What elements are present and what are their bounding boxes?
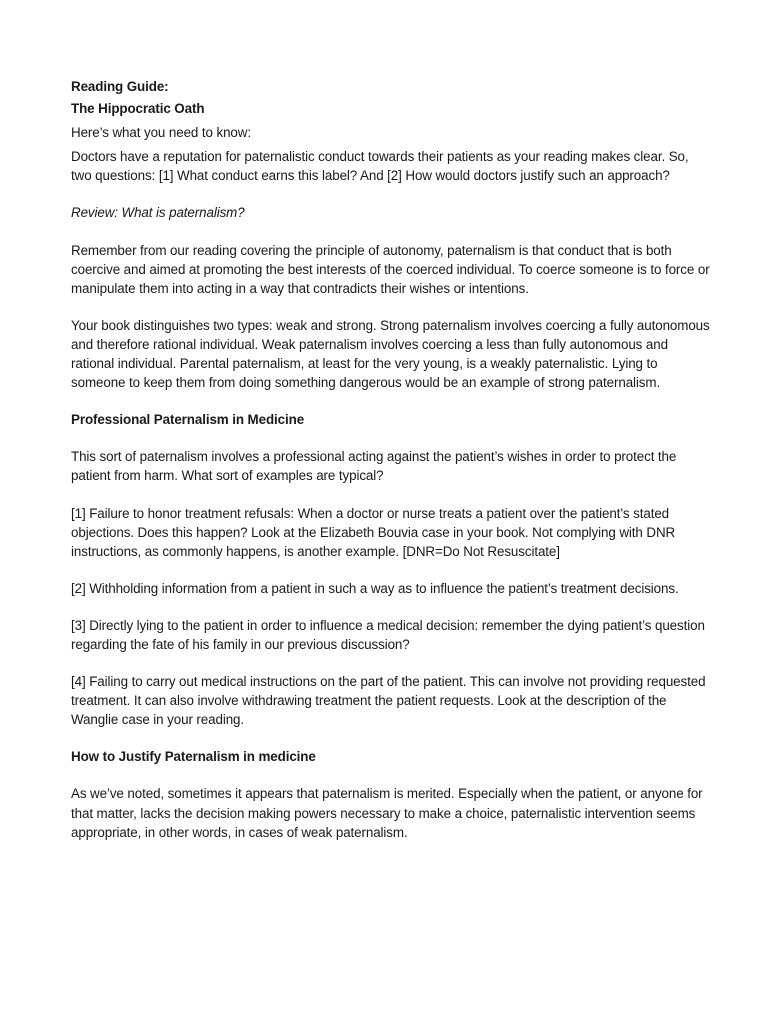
title-block [71,77,711,118]
review-paragraph-1: Remember from our reading covering the principle of autonomy, paternalism is that conduct that is both coercive and aimed at promoting the best interests of the coerced individual. To coerce someone is to force or manipulate them into acting in a way that contradicts their wishes or intentions. [71,242,710,296]
list-item-1: [1] Failure to honor treatment refusals: When a doctor or nurse treats a patient over the patient’s stated objections. Does this happen? Look at the Elizabeth Bouvia case in your book. Not complying with DNR instructions, as commonly happens, is another example. [DNR=Do Not Resuscitate] [71,505,676,559]
document-page [71,77,711,842]
list-item-2: [2] Withholding information from a patient in such a way as to influence the patient’s treatment decisions. [71,580,679,596]
review-heading: Review: What is paternalism? [71,205,245,221]
section-heading-professional-paternalism: Professional Paternalism in Medicine [71,412,305,428]
section1-paragraph: This sort of paternalism involves a professional acting against the patient’s wishes in order to protect the patient from harm. What sort of examples are typical? [71,449,677,484]
page-title: The Hippocratic Oath [71,101,205,117]
intro-label: Here’s what you need to know: [71,125,251,141]
section2-paragraph: As we’ve noted, sometimes it appears that paternalism is merited. Especially when the patient, or anyone for that matter, lacks the decision making powers necessary to make a choice, paternalistic intervention seems appropriate, in other words, in cases of weak paternalism. [71,786,703,840]
list-item-4: [4] Failing to carry out medical instructions on the part of the patient. This can involve not providing requested treatment. It can also involve withdrawing treatment the patient requests. Look at the description of the Wanglie case in your reading. [71,674,706,728]
review-paragraph-2: Your book distinguishes two types: weak and strong. Strong paternalism involves coercing a fully autonomous and therefore rational individual. Weak paternalism involves coercing a less than fully autonomous and rational individual. Parental paternalism, at least for the very young, is a weakly paternalistic. Lying to someone to keep them from doing something dangerous would be an example of strong paternalism. [71,317,710,391]
guide-label: Reading Guide: [71,79,169,94]
intro-paragraph: Doctors have a reputation for paternalistic conduct towards their patients as your reading makes clear. So, two questions: [1] What conduct earns this label? And [2] How would doctors justify such an approach? [71,149,689,184]
list-item-3: [3] Directly lying to the patient in order to influence a medical decision: remember the dying patient’s question regarding the fate of his family in our previous discussion? [71,617,705,652]
section-heading-justify-paternalism: How to Justify Paternalism in medicine [71,749,316,765]
